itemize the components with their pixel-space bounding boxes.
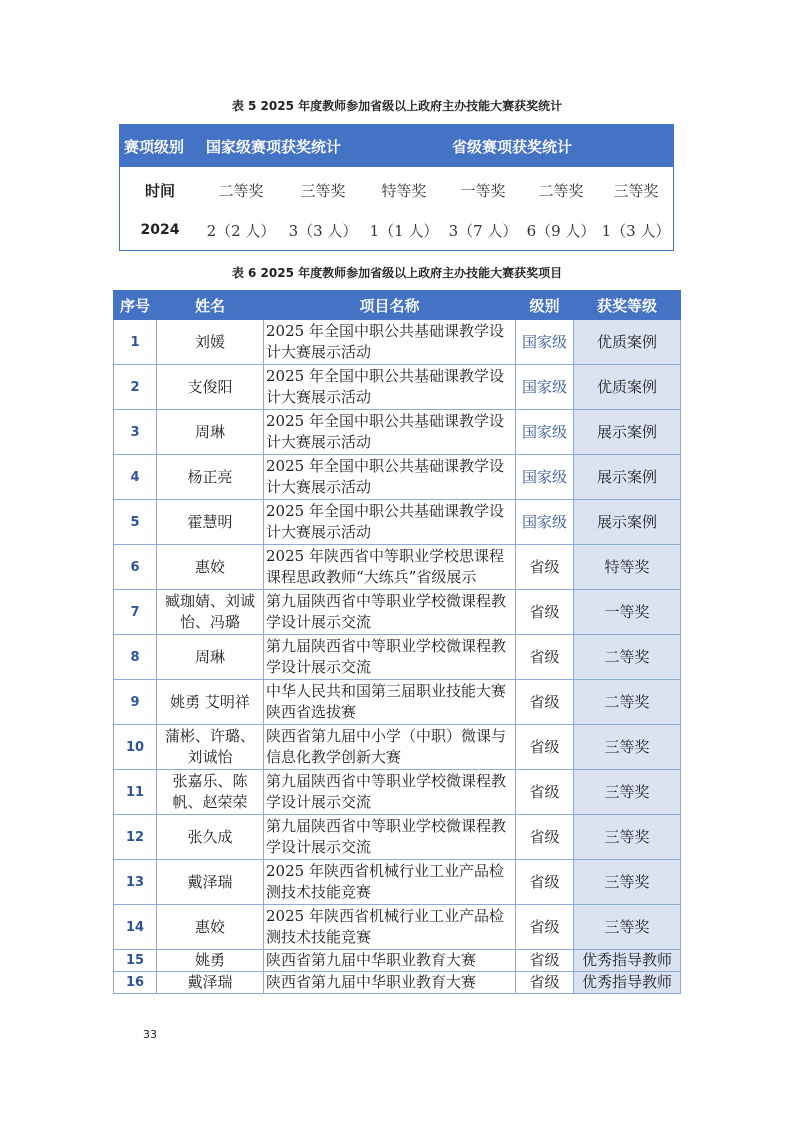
cell-level: 省级 xyxy=(516,950,574,972)
cell-level: 省级 xyxy=(516,860,574,905)
cell-project: 第九届陕西省中等职业学校微课程教学设计展示交流 xyxy=(264,770,516,815)
award-label: 特等奖 xyxy=(381,181,427,200)
cell-project: 第九届陕西省中等职业学校微课程教学设计展示交流 xyxy=(264,590,516,635)
table-row xyxy=(114,860,681,905)
table5-award-row xyxy=(120,169,673,211)
cell-project: 2025 年全国中职公共基础课教学设计大赛展示活动 xyxy=(264,455,516,500)
award-label: 三等奖 xyxy=(613,181,659,200)
award-value: 1（1 人） xyxy=(369,221,439,240)
table6-header-row xyxy=(114,291,681,320)
award-value: 6（9 人） xyxy=(526,221,596,240)
table-row xyxy=(114,972,681,994)
cell-no: 12 xyxy=(114,815,157,860)
cell-award: 展示案例 xyxy=(574,410,681,455)
cell-name: 蒲彬、许璐、刘诚怡 xyxy=(157,725,264,770)
cell-no: 10 xyxy=(114,725,157,770)
cell-name: 戴泽瑞 xyxy=(157,860,264,905)
col-header-level: 级别 xyxy=(516,291,574,320)
row-label-year: 2024 xyxy=(140,222,180,238)
award-label: 三等奖 xyxy=(300,181,346,200)
award-value: 1（3 人） xyxy=(601,221,671,240)
award-value: 3（7 人） xyxy=(448,221,518,240)
cell-name: 张嘉乐、陈帆、赵荣荣 xyxy=(157,770,264,815)
cell-award: 优秀指导教师 xyxy=(574,972,681,994)
table-row xyxy=(114,635,681,680)
table5-caption: 表 5 2025 年度教师参加省级以上政府主办技能大赛获奖统计 xyxy=(231,99,563,113)
page-number: 33 xyxy=(143,1028,157,1041)
cell-project: 2025 年全国中职公共基础课教学设计大赛展示活动 xyxy=(264,500,516,545)
cell-no: 2 xyxy=(114,365,157,410)
cell-name: 支俊阳 xyxy=(157,365,264,410)
table-row xyxy=(114,545,681,590)
cell-no: 11 xyxy=(114,770,157,815)
cell-award: 展示案例 xyxy=(574,500,681,545)
cell-project: 2025 年全国中职公共基础课教学设计大赛展示活动 xyxy=(264,410,516,455)
table6-caption: 表 6 2025 年度教师参加省级以上政府主办技能大赛获奖项目 xyxy=(231,266,563,280)
cell-project: 2025 年陕西省中等职业学校思课程课程思政教师“大练兵”省级展示 xyxy=(264,545,516,590)
cell-name: 张久成 xyxy=(157,815,264,860)
cell-award: 三等奖 xyxy=(574,770,681,815)
col-header-name: 姓名 xyxy=(157,291,264,320)
cell-level: 国家级 xyxy=(516,320,574,365)
cell-level: 国家级 xyxy=(516,410,574,455)
table-row xyxy=(114,590,681,635)
cell-name: 刘媛 xyxy=(157,320,264,365)
cell-project: 2025 年全国中职公共基础课教学设计大赛展示活动 xyxy=(264,320,516,365)
table5-header-row xyxy=(120,125,673,167)
header-level: 赛项级别 xyxy=(124,138,185,156)
table-row xyxy=(114,410,681,455)
cell-award: 三等奖 xyxy=(574,905,681,950)
table-row xyxy=(114,815,681,860)
cell-award: 一等奖 xyxy=(574,590,681,635)
award-projects-table xyxy=(113,290,681,994)
cell-no: 9 xyxy=(114,680,157,725)
cell-award: 优秀指导教师 xyxy=(574,950,681,972)
cell-no: 7 xyxy=(114,590,157,635)
cell-project: 中华人民共和国第三届职业技能大赛陕西省选拔赛 xyxy=(264,680,516,725)
row-label-time: 时间 xyxy=(144,181,175,200)
award-label: 一等奖 xyxy=(460,181,506,200)
cell-level: 国家级 xyxy=(516,365,574,410)
cell-no: 8 xyxy=(114,635,157,680)
award-statistics-table xyxy=(119,124,674,251)
table-row xyxy=(114,320,681,365)
cell-no: 4 xyxy=(114,455,157,500)
cell-award: 三等奖 xyxy=(574,860,681,905)
header-national: 国家级赛项获奖统计 xyxy=(206,138,342,156)
cell-award: 二等奖 xyxy=(574,635,681,680)
cell-award: 优质案例 xyxy=(574,320,681,365)
cell-no: 16 xyxy=(114,972,157,994)
cell-name: 周琳 xyxy=(157,635,264,680)
cell-level: 省级 xyxy=(516,725,574,770)
header-provincial: 省级赛项获奖统计 xyxy=(452,138,573,156)
col-header-no: 序号 xyxy=(114,291,157,320)
cell-level: 国家级 xyxy=(516,455,574,500)
cell-level: 省级 xyxy=(516,635,574,680)
cell-level: 省级 xyxy=(516,905,574,950)
cell-no: 5 xyxy=(114,500,157,545)
table-row xyxy=(114,905,681,950)
cell-no: 14 xyxy=(114,905,157,950)
cell-name: 周琳 xyxy=(157,410,264,455)
cell-project: 陕西省第九届中小学（中职）微课与信息化教学创新大赛 xyxy=(264,725,516,770)
cell-name: 臧珈婧、刘诚怡、冯璐 xyxy=(157,590,264,635)
cell-no: 15 xyxy=(114,950,157,972)
cell-level: 省级 xyxy=(516,590,574,635)
cell-no: 13 xyxy=(114,860,157,905)
table-row xyxy=(114,500,681,545)
cell-project: 第九届陕西省中等职业学校微课程教学设计展示交流 xyxy=(264,815,516,860)
cell-award: 三等奖 xyxy=(574,725,681,770)
table-row xyxy=(114,770,681,815)
cell-award: 三等奖 xyxy=(574,815,681,860)
award-label: 二等奖 xyxy=(218,181,264,200)
award-value: 2（2 人） xyxy=(206,221,276,240)
col-header-award: 获奖等级 xyxy=(574,291,681,320)
cell-award: 特等奖 xyxy=(574,545,681,590)
cell-project: 第九届陕西省中等职业学校微课程教学设计展示交流 xyxy=(264,635,516,680)
cell-name: 戴泽瑞 xyxy=(157,972,264,994)
cell-name: 惠姣 xyxy=(157,545,264,590)
table-row xyxy=(114,680,681,725)
cell-no: 6 xyxy=(114,545,157,590)
cell-name: 姚勇 艾明祥 xyxy=(157,680,264,725)
table-row xyxy=(114,725,681,770)
award-label: 二等奖 xyxy=(538,181,584,200)
cell-award: 二等奖 xyxy=(574,680,681,725)
cell-project: 2025 年陕西省机械行业工业产品检测技术技能竞赛 xyxy=(264,905,516,950)
cell-award: 展示案例 xyxy=(574,455,681,500)
cell-project: 陕西省第九届中华职业教育大赛 xyxy=(264,972,516,994)
cell-project: 2025 年陕西省机械行业工业产品检测技术技能竞赛 xyxy=(264,860,516,905)
table5-value-row xyxy=(120,211,673,249)
cell-level: 省级 xyxy=(516,972,574,994)
table-row xyxy=(114,365,681,410)
cell-award: 优质案例 xyxy=(574,365,681,410)
col-header-project: 项目名称 xyxy=(264,291,516,320)
cell-no: 3 xyxy=(114,410,157,455)
cell-name: 霍慧明 xyxy=(157,500,264,545)
cell-name: 惠姣 xyxy=(157,905,264,950)
cell-level: 省级 xyxy=(516,815,574,860)
award-value: 3（3 人） xyxy=(288,221,358,240)
table-row xyxy=(114,950,681,972)
cell-level: 国家级 xyxy=(516,500,574,545)
cell-name: 姚勇 xyxy=(157,950,264,972)
cell-name: 杨正亮 xyxy=(157,455,264,500)
cell-level: 省级 xyxy=(516,680,574,725)
cell-project: 陕西省第九届中华职业教育大赛 xyxy=(264,950,516,972)
cell-project: 2025 年全国中职公共基础课教学设计大赛展示活动 xyxy=(264,365,516,410)
table-row xyxy=(114,455,681,500)
cell-level: 省级 xyxy=(516,770,574,815)
cell-no: 1 xyxy=(114,320,157,365)
cell-level: 省级 xyxy=(516,545,574,590)
